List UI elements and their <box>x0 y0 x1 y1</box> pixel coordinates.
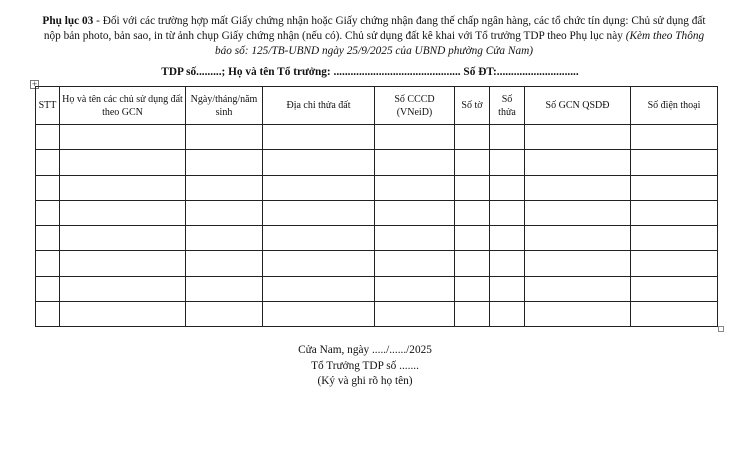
table-cell[interactable] <box>490 302 525 327</box>
table-cell[interactable] <box>525 200 631 225</box>
tdp-info-line: TDP số.........; Họ và tên Tổ trưởng: ............................................. Số ĐT:............................. <box>161 66 579 78</box>
table-row <box>36 175 718 200</box>
table-cell[interactable] <box>263 276 375 301</box>
table-row <box>36 125 718 150</box>
table-cell[interactable] <box>263 302 375 327</box>
table-cell[interactable] <box>631 125 718 150</box>
signature-note: (Ký và ghi rõ họ tên) <box>317 375 413 387</box>
table-cell[interactable] <box>631 175 718 200</box>
header-birth-date: Ngày/tháng/năm sinh <box>186 87 263 125</box>
table-cell[interactable] <box>36 150 60 175</box>
table-cell[interactable] <box>60 302 186 327</box>
table-move-handle-icon[interactable]: + <box>31 80 38 88</box>
table-row <box>36 251 718 276</box>
table-cell[interactable] <box>631 251 718 276</box>
appendix-note: (Kèm theo Thông báo số: 125/TB-UBND ngày 25/9/2025 của UBND phường Cửa Nam) <box>214 30 705 57</box>
table-cell[interactable] <box>490 276 525 301</box>
table-cell[interactable] <box>455 200 490 225</box>
table-cell[interactable] <box>36 251 60 276</box>
table-cell[interactable] <box>263 125 375 150</box>
table-cell[interactable] <box>525 226 631 251</box>
table-cell[interactable] <box>263 150 375 175</box>
table-cell[interactable] <box>525 276 631 301</box>
table-cell[interactable] <box>186 150 263 175</box>
table-cell[interactable] <box>525 302 631 327</box>
table-cell[interactable] <box>375 200 455 225</box>
table-cell[interactable] <box>455 226 490 251</box>
table-cell[interactable] <box>36 125 60 150</box>
table-header-row <box>36 87 718 125</box>
table-cell[interactable] <box>525 150 631 175</box>
table-cell[interactable] <box>60 125 186 150</box>
table-cell[interactable] <box>36 276 60 301</box>
table-row <box>36 200 718 225</box>
table-cell[interactable] <box>490 226 525 251</box>
table-cell[interactable] <box>186 175 263 200</box>
table-cell[interactable] <box>36 302 60 327</box>
table-cell[interactable] <box>631 276 718 301</box>
table-cell[interactable] <box>631 302 718 327</box>
table-cell[interactable] <box>263 226 375 251</box>
table-cell[interactable] <box>375 175 455 200</box>
table-cell[interactable] <box>60 276 186 301</box>
appendix-header <box>34 14 714 59</box>
table-cell[interactable] <box>455 276 490 301</box>
table-cell[interactable] <box>525 251 631 276</box>
table-cell[interactable] <box>375 226 455 251</box>
header-id-number: Số CCCD (VNeiD) <box>375 87 455 125</box>
table-cell[interactable] <box>375 251 455 276</box>
table-cell[interactable] <box>186 251 263 276</box>
table-resize-handle[interactable] <box>718 326 724 332</box>
appendix-body: - Đối với các trường hợp mất Giấy chứng nhận hoặc Giấy chứng nhận đang thế chấp ngân hàng, các tổ chức tín dụng: Chủ sử dụng đất nộp bản photo, bản sao, in từ ảnh chụp Giấy chứng nhận (nếu có). Chủ sử dụng đất kê khai với Tổ trưởng TDP theo Phụ lục này <box>43 15 706 42</box>
table-row <box>36 226 718 251</box>
table-cell[interactable] <box>455 251 490 276</box>
header-parcel-number: Số thửa <box>490 87 525 125</box>
table-cell[interactable] <box>186 226 263 251</box>
table-cell[interactable] <box>455 302 490 327</box>
registration-table <box>35 86 718 327</box>
table-body <box>36 125 718 327</box>
table-cell[interactable] <box>455 150 490 175</box>
signature-place-date: Cửa Nam, ngày ...../....../2025 <box>298 344 432 356</box>
table-cell[interactable] <box>375 276 455 301</box>
header-stt: STT <box>36 87 60 125</box>
table-cell[interactable] <box>375 150 455 175</box>
table-cell[interactable] <box>263 251 375 276</box>
table-row <box>36 302 718 327</box>
table-cell[interactable] <box>60 251 186 276</box>
header-certificate-number: Số GCN QSDĐ <box>525 87 631 125</box>
table-cell[interactable] <box>631 200 718 225</box>
table-cell[interactable] <box>490 125 525 150</box>
appendix-label: Phụ lục 03 <box>42 15 94 27</box>
table-cell[interactable] <box>525 175 631 200</box>
table-cell[interactable] <box>263 175 375 200</box>
signature-title: Tổ Trưởng TDP số ....... <box>311 359 419 372</box>
table-cell[interactable] <box>186 276 263 301</box>
header-land-address: Địa chỉ thửa đất <box>263 87 375 125</box>
table-cell[interactable] <box>375 125 455 150</box>
table-cell[interactable] <box>375 302 455 327</box>
table-cell[interactable] <box>36 226 60 251</box>
table-cell[interactable] <box>60 200 186 225</box>
table-cell[interactable] <box>60 226 186 251</box>
table-cell[interactable] <box>490 175 525 200</box>
table-cell[interactable] <box>631 150 718 175</box>
table-cell[interactable] <box>186 125 263 150</box>
header-sheet-number: Số tờ <box>455 87 490 125</box>
table-cell[interactable] <box>36 175 60 200</box>
table-cell[interactable] <box>60 175 186 200</box>
table-row <box>36 150 718 175</box>
table-cell[interactable] <box>525 125 631 150</box>
table-cell[interactable] <box>60 150 186 175</box>
signature-block <box>230 343 500 390</box>
table-row <box>36 276 718 301</box>
table-cell[interactable] <box>455 175 490 200</box>
table-cell[interactable] <box>36 200 60 225</box>
table-cell[interactable] <box>490 251 525 276</box>
table-cell[interactable] <box>631 226 718 251</box>
table-cell[interactable] <box>186 302 263 327</box>
header-phone-number: Số điện thoại <box>631 87 718 125</box>
table-cell[interactable] <box>263 200 375 225</box>
table-cell[interactable] <box>490 200 525 225</box>
table-cell[interactable] <box>186 200 263 225</box>
header-owner-name: Họ và tên các chủ sử dụng đất theo GCN <box>60 87 186 125</box>
table-cell[interactable] <box>455 125 490 150</box>
table-cell[interactable] <box>490 150 525 175</box>
